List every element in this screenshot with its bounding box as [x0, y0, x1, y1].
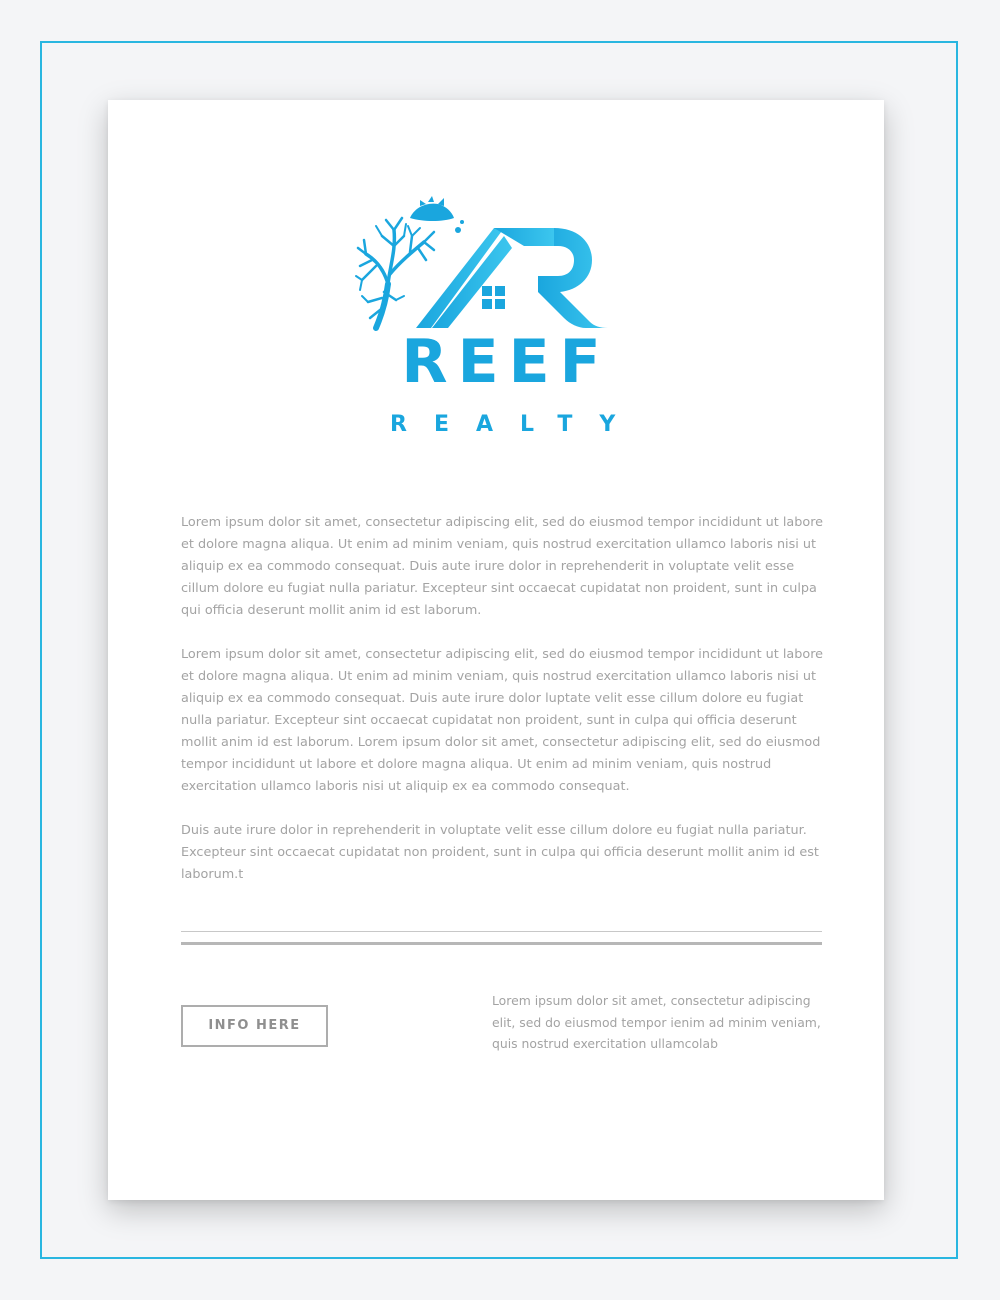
logo-mark — [354, 196, 654, 336]
coral-icon — [356, 218, 434, 328]
letterhead-sheet — [108, 100, 884, 1200]
letter-body — [181, 512, 829, 908]
body-paragraph: Lorem ipsum dolor sit amet, consectetur adipiscing elit, sed do eiusmod tempor incididunt ut labore et dolore magna aliqua. Ut enim ad minim veniam, quis nostrud exercitation ullamco laboris nisi ut aliquip ex ea commodo consequat. Duis aute irure dolor in reprehenderit in voluptate velit esse cillum dolore eu fugiat nulla pariatur. Excepteur sint occaecat cupidatat non proident, sunt in culpa qui officia deserunt mollit anim id est laborum. — [181, 515, 824, 618]
info-here-button[interactable]: INFO HERE — [181, 1005, 328, 1047]
divider-thick — [181, 942, 822, 945]
divider-thin — [181, 931, 822, 932]
reef-realty-logo — [354, 196, 654, 436]
logo-tagline: REALTY — [390, 412, 643, 437]
house-roof-icon — [416, 228, 608, 328]
seashell-icon — [410, 196, 464, 233]
footer-text: Lorem ipsum dolor sit amet, consectetur adipiscing elit, sed do eiusmod tempor ienim ad minim veniam, quis nostrud exercitation ullamcolab — [492, 993, 821, 1051]
logo-wordmark: REEF — [401, 327, 611, 397]
window-icon — [482, 286, 505, 309]
body-paragraph: Lorem ipsum dolor sit amet, consectetur adipiscing elit, sed do eiusmod tempor incididunt ut labore et dolore magna aliqua. Ut enim ad minim veniam, quis nostrud exercitation ullamco laboris nisi ut aliquip ex ea commodo consequat. Duis aute irure dolor luptate velit esse cillum dolore eu fugiat nulla pariatur. Excepteur sint occaecat cupidatat non proident, sunt in culpa qui officia deserunt mollit anim id est laborum. Lorem ipsum dolor sit amet, consectetur adipiscing elit, sed do eiusmod tempor incididunt ut labore et dolore magna aliqua. Ut enim ad minim veniam, quis nostrud exercitation ullamco laboris nisi ut aliquip ex ea commodo consequat. — [181, 647, 824, 794]
body-paragraph: Duis aute irure dolor in reprehenderit in voluptate velit esse cillum dolore eu fugiat nulla pariatur. Excepteur sint occaecat cupidatat non proident, sunt in culpa qui officia deserunt mollit anim id est laborum.t — [181, 823, 819, 882]
